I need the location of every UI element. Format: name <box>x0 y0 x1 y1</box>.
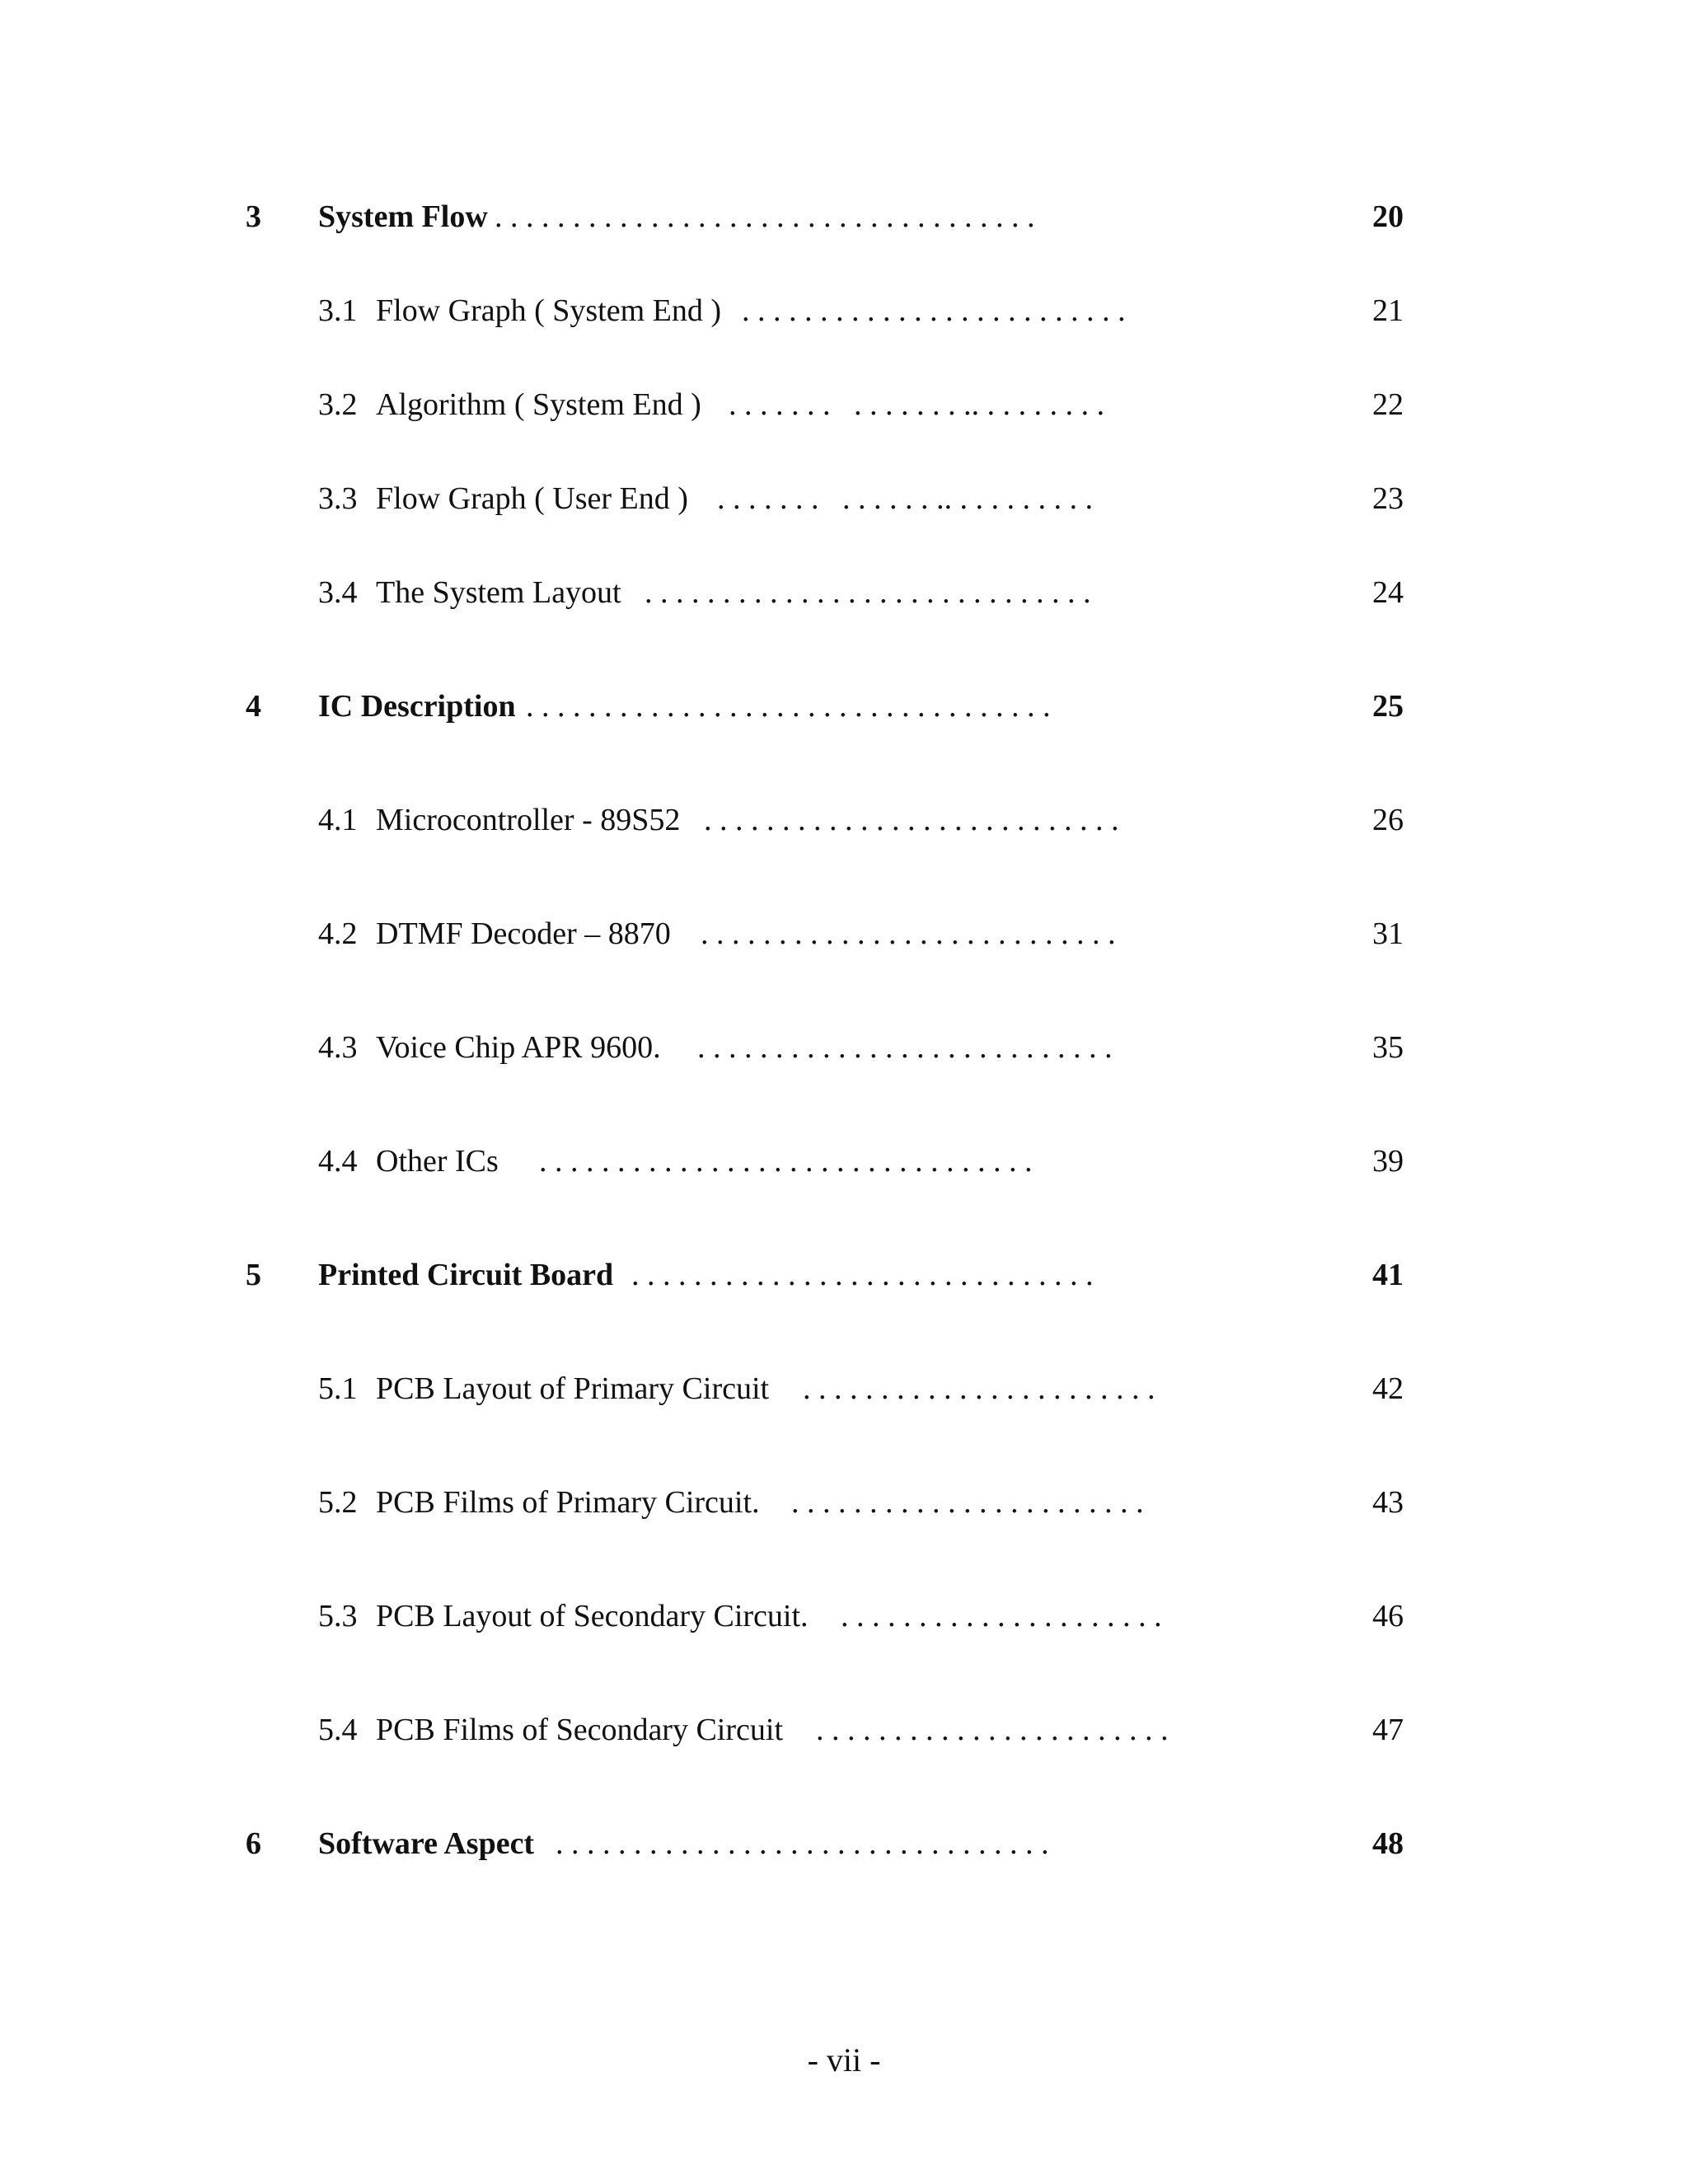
section-number: 4.4 <box>318 1144 358 1179</box>
section-title: Voice Chip APR 9600. <box>376 1030 661 1065</box>
section-heading <box>318 1360 769 1418</box>
toc-entry-section-5-2 <box>0 1474 1688 1531</box>
section-number: 5.3 <box>318 1599 358 1633</box>
section-number: 3.3 <box>318 481 358 516</box>
dot-leader: . . . . . . . . . . . . . . . . . . . . . . . . . . . . . . . . . . . <box>495 199 1035 234</box>
toc-entry-chapter-3 <box>0 188 1688 246</box>
toc-entry-section-3-1 <box>0 282 1688 340</box>
section-title: PCB Layout of Secondary Circuit. <box>376 1599 809 1633</box>
chapter-number: 6 <box>246 1826 261 1861</box>
dot-leader: . . . . . . . . . . . . . . . . . . . . . . . . . . . . . . <box>631 1258 1094 1292</box>
section-title: Algorithm ( System End ) <box>376 387 701 422</box>
dot-leader: . . . . . . . . . . . . . . . . . . . . . . . <box>791 1485 1144 1520</box>
toc-entry-section-3-3 <box>0 470 1688 527</box>
section-heading <box>318 1474 760 1531</box>
section-number: 3.4 <box>318 575 358 610</box>
toc-entry-chapter-5 <box>0 1246 1688 1304</box>
page-folio: - vii - <box>807 2041 881 2079</box>
toc-entry-section-5-3 <box>0 1587 1688 1645</box>
section-title: Other ICs <box>376 1144 499 1179</box>
dot-leader: . . . . . . . . . . . . . . . . . . . . . . . <box>816 1713 1169 1747</box>
section-number: 4.2 <box>318 916 358 951</box>
toc-entry-section-4-3 <box>0 1019 1688 1076</box>
section-number: 5.1 <box>318 1371 358 1406</box>
page-number: 47 <box>1372 1713 1404 1747</box>
toc-entry-chapter-4 <box>0 677 1688 735</box>
chapter-number: 4 <box>246 689 261 724</box>
page-number: 24 <box>1372 575 1404 610</box>
page-number: 22 <box>1372 387 1404 422</box>
section-heading <box>318 791 680 849</box>
toc-entry-section-3-4 <box>0 564 1688 621</box>
dot-leader: . . . . . . . . . . . . . . . . . . . . . . . . . . . . . . . . <box>556 1826 1049 1861</box>
section-heading <box>318 282 721 340</box>
dot-leader: . . . . . . . . . . . . . . . . . . . . . . . . . . . <box>697 1030 1113 1065</box>
chapter-title: Software Aspect <box>318 1826 535 1861</box>
section-number: 5.2 <box>318 1485 358 1520</box>
page-number: 46 <box>1372 1599 1404 1633</box>
dot-leader: . . . . . . . . . . . . . . . . . . . . . . . . . . . . . . . . . . <box>526 689 1051 724</box>
section-heading <box>318 1587 809 1645</box>
chapter-title: IC Description <box>318 689 516 724</box>
section-title: DTMF Decoder – 8870 <box>376 916 671 951</box>
chapter-title: System Flow <box>318 199 488 234</box>
page-number: 31 <box>1372 916 1404 951</box>
dot-leader: . . . . . . . . . . . . . . . . . . . . . . . <box>803 1371 1156 1406</box>
dot-leader: . . . . . . . . . . . . . . .. . . . . . . . . <box>729 387 1104 422</box>
section-heading <box>318 1132 499 1190</box>
section-heading <box>318 1701 783 1759</box>
dot-leader: . . . . . . . . . . . . . . . . . . . . . <box>841 1599 1162 1633</box>
section-title: PCB Films of Primary Circuit. <box>376 1485 760 1520</box>
section-number: 3.2 <box>318 387 358 422</box>
page-number: 43 <box>1372 1485 1404 1520</box>
dot-leader: . . . . . . . . . . . . . . . . . . . . . . . . . . . . . <box>645 575 1091 610</box>
section-number: 5.4 <box>318 1713 358 1747</box>
toc-entry-section-5-1 <box>0 1360 1688 1418</box>
chapter-number: 5 <box>246 1258 261 1292</box>
section-heading <box>318 564 621 621</box>
toc-entry-section-4-4 <box>0 1132 1688 1190</box>
section-heading <box>318 1019 661 1076</box>
section-heading <box>318 376 701 434</box>
dot-leader: . . . . . . . . . . . . . . . . . . . . . . . . . . . <box>704 803 1119 837</box>
dot-leader: . . . . . . . . . . . . . . . . . . . . . . . . . . . <box>701 916 1116 951</box>
page-number: 26 <box>1372 803 1404 837</box>
dot-leader: . . . . . . . . . . . . . .. . . . . . . . . . <box>717 481 1093 516</box>
chapter-number: 3 <box>246 199 261 234</box>
section-title: PCB Layout of Primary Circuit <box>376 1371 770 1406</box>
page-number: 48 <box>1372 1826 1404 1861</box>
page-number: 42 <box>1372 1371 1404 1406</box>
chapter-title: Printed Circuit Board <box>318 1258 614 1292</box>
section-title: Flow Graph ( System End ) <box>376 293 722 328</box>
page-number: 21 <box>1372 293 1404 328</box>
toc-entry-section-4-2 <box>0 905 1688 963</box>
page-number: 20 <box>1372 199 1404 234</box>
page-number: 23 <box>1372 481 1404 516</box>
section-title: Flow Graph ( User End ) <box>376 481 688 516</box>
page-number: 35 <box>1372 1030 1404 1065</box>
dot-leader: . . . . . . . . . . . . . . . . . . . . . . . . . . . . . . . . <box>539 1144 1033 1179</box>
section-number: 4.1 <box>318 803 358 837</box>
page-number: 41 <box>1372 1258 1404 1292</box>
section-heading <box>318 905 671 963</box>
section-number: 3.1 <box>318 293 358 328</box>
dot-leader: . . . . . . . . . . . . . . . . . . . . . . . . . <box>742 293 1126 328</box>
section-title: PCB Films of Secondary Circuit <box>376 1713 783 1747</box>
section-number: 4.3 <box>318 1030 358 1065</box>
section-title: The System Layout <box>376 575 621 610</box>
page-number: 39 <box>1372 1144 1404 1179</box>
section-heading <box>318 470 688 527</box>
toc-entry-section-3-2 <box>0 376 1688 434</box>
toc-entry-chapter-6 <box>0 1815 1688 1872</box>
page-number: 25 <box>1372 689 1404 724</box>
section-title: Microcontroller - 89S52 <box>376 803 681 837</box>
toc-entry-section-4-1 <box>0 791 1688 849</box>
toc-entry-section-5-4 <box>0 1701 1688 1759</box>
